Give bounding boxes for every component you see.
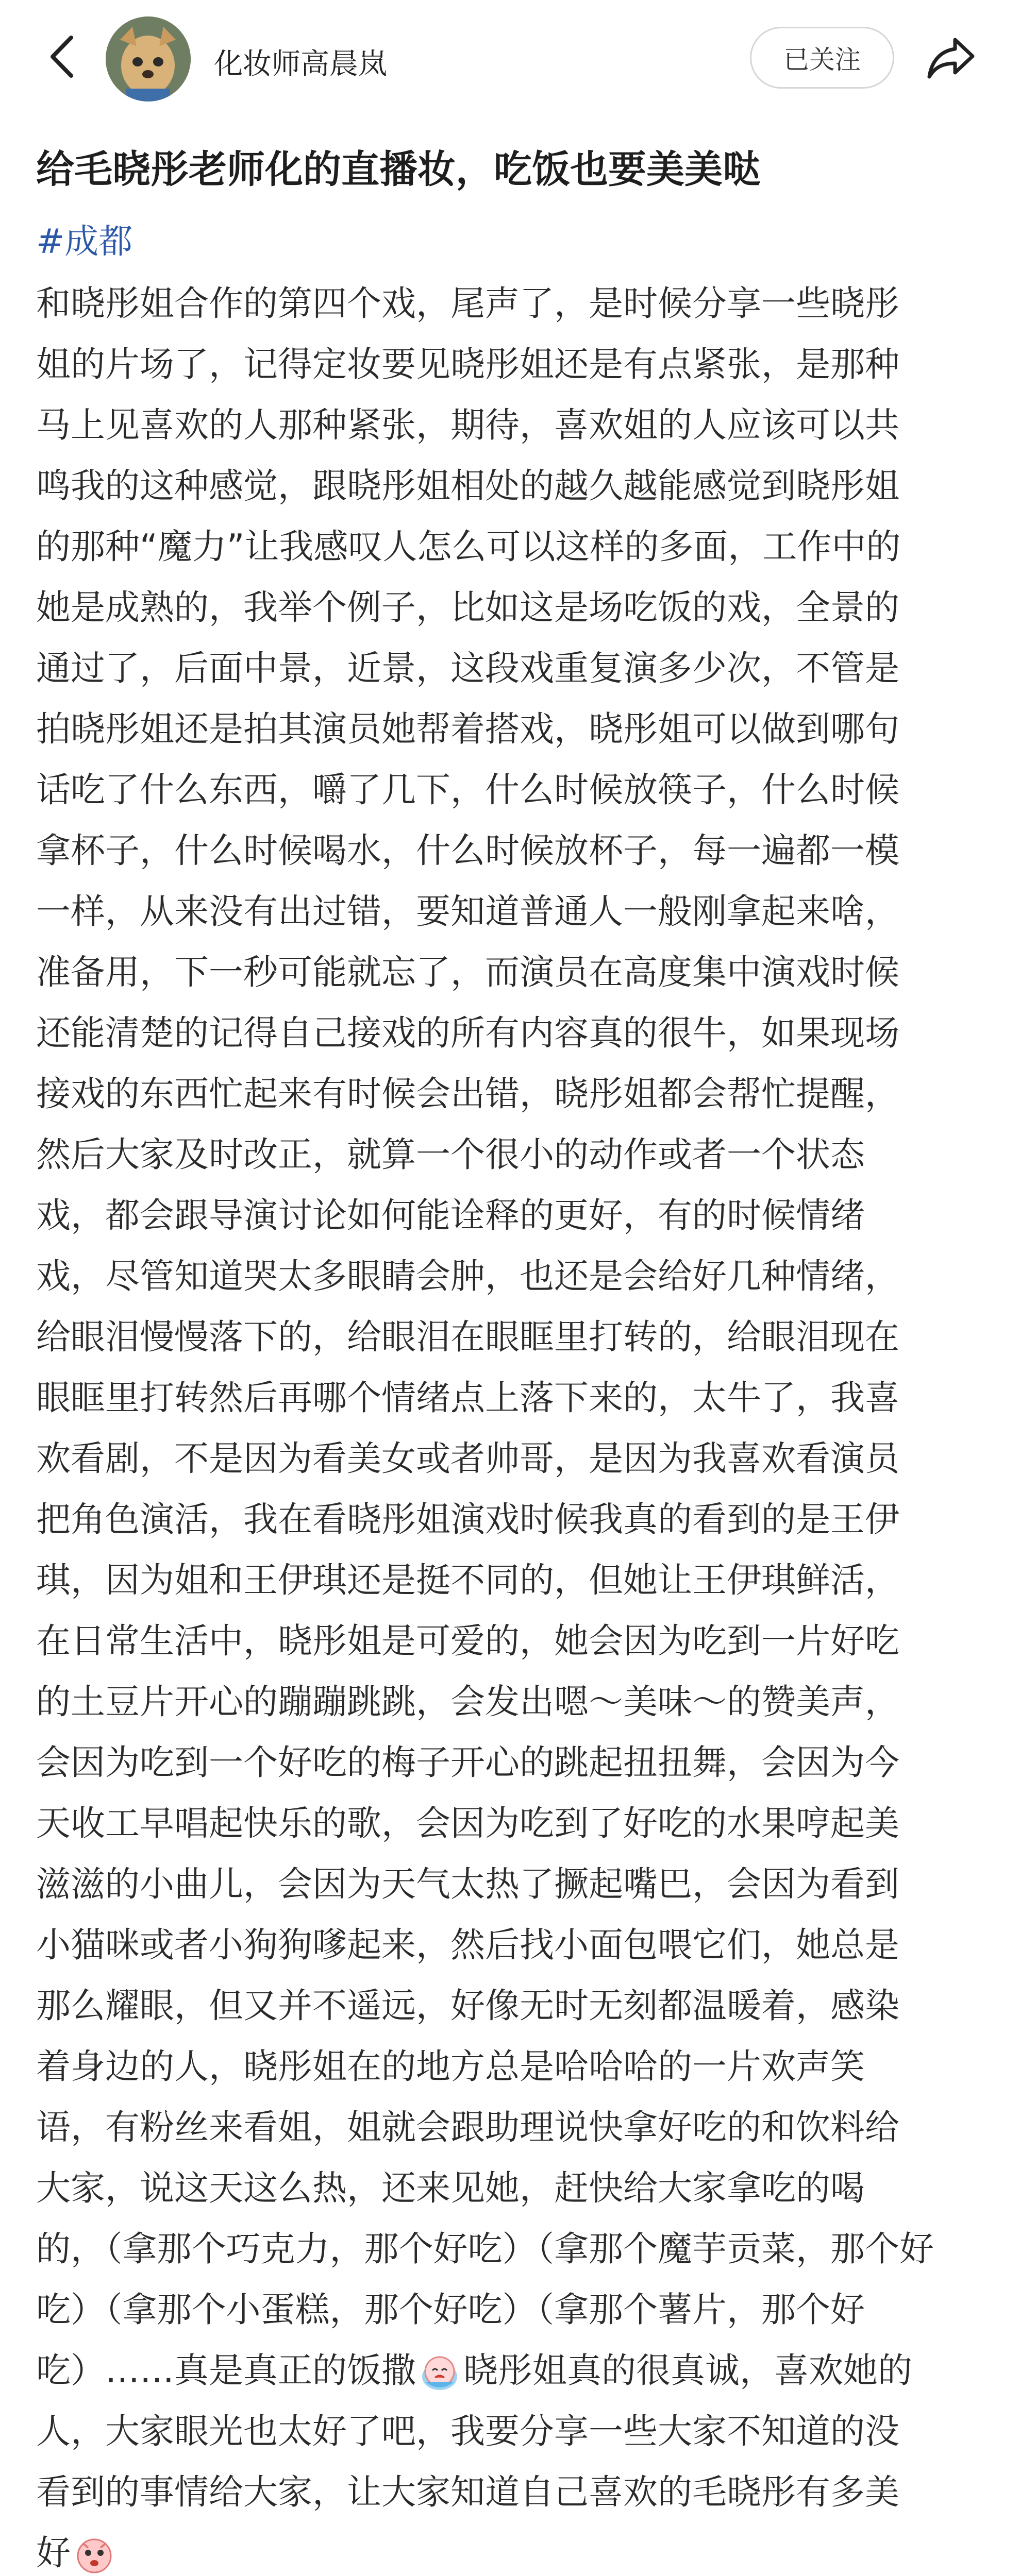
body-line: 语，有粉丝来看姐，姐就会跟助理说快拿好吃的和饮料给 (36, 2107, 899, 2147)
body-line: 话吃了什么东西，嚼了几下，什么时候放筷子，什么时候 (36, 770, 899, 810)
body-line: 吃）（拿那个小蛋糕，那个好吃）（拿那个薯片，那个好 (36, 2290, 865, 2330)
body-line-part: 好 (36, 2533, 71, 2573)
body-line: 然后大家及时改正，就算一个很小的动作或者一个状态 (36, 1134, 865, 1175)
body-line: 马上见喜欢的人那种紧张，期待，喜欢姐的人应该可以共 (36, 405, 899, 445)
chevron-left-icon (46, 33, 77, 80)
share-button[interactable] (923, 32, 979, 83)
body-line: 眼眶里打转然后再哪个情绪点上落下来的，太牛了，我喜 (36, 1378, 899, 1418)
body-line: 拿杯子，什么时候喝水，什么时候放杯子，每一遍都一模 (36, 831, 899, 871)
author-avatar[interactable] (106, 16, 191, 101)
body-line: 一样，从来没有出过错，要知道普通人一般刚拿起来啥， (36, 891, 899, 931)
body-line: 还能清楚的记得自己接戏的所有内容真的很牛，如果现场 (36, 1013, 899, 1053)
body-line: 她是成熟的，我举个例子，比如这是场吃饭的戏，全景的 (36, 587, 899, 628)
avatar-image (106, 16, 191, 101)
body-line: 小猫咪或者小狗狗嗲起来，然后找小面包喂它们，她总是 (36, 1925, 899, 1965)
body-line: 大家，说这天这么热，还来见她，赶快给大家拿吃的喝 (36, 2168, 865, 2208)
body-line: 通过了，后面中景，近景，这段戏重复演多少次，不管是 (36, 648, 899, 688)
body-line: 准备用，下一秒可能就忘了，而演员在高度集中演戏时候 (36, 952, 899, 992)
body-line: 给眼泪慢慢落下的，给眼泪在眼眶里打转的，给眼泪现在 (36, 1317, 899, 1357)
body-line: 看到的事情给大家，让大家知道自己喜欢的毛晓彤有多美 (36, 2472, 899, 2512)
pouting-emoji-icon (73, 2533, 116, 2576)
body-line: 鸣我的这种感觉，跟晓彤姐相处的越久越能感觉到晓彤姐 (36, 466, 899, 506)
body-line (36, 2522, 992, 2576)
crying-emoji-icon (418, 2351, 461, 2394)
body-line: 会因为吃到一个好吃的梅子开心的跳起扭扭舞，会因为今 (36, 1742, 899, 1783)
body-line: 戏，尽管知道哭太多眼睛会肿，也还是会给好几种情绪， (36, 1256, 899, 1296)
body-line: 的，（拿那个巧克力，那个好吃）（拿那个魔芋贡菜，那个好 (36, 2229, 934, 2269)
follow-button[interactable]: 已关注 (750, 27, 894, 89)
body-line: 天收工早唱起快乐的歌，会因为吃到了好吃的水果哼起美 (36, 1803, 899, 1843)
body-line-part: 吃）……真是真正的饭撒 (36, 2350, 416, 2391)
body-line: 欢看剧，不是因为看美女或者帅哥，是因为我喜欢看演员 (36, 1438, 899, 1479)
body-line: 琪，因为姐和王伊琪还是挺不同的，但她让王伊琪鲜活， (36, 1560, 899, 1600)
body-line: 接戏的东西忙起来有时候会出错，晓彤姐都会帮忙提醒， (36, 1074, 899, 1114)
top-nav-bar (0, 0, 1020, 118)
location-tag[interactable]: #成都 (36, 222, 133, 261)
body-line: 把角色演活，我在看晓彤姐演戏时候我真的看到的是王伊 (36, 1499, 899, 1539)
body-line: 姐的片场了，记得定妆要见晓彤姐还是有点紧张，是那种 (36, 344, 899, 384)
body-line-part: 晓彤姐真的很真诚，喜欢她的 (463, 2350, 912, 2391)
post-title: 给毛晓彤老师化的直播妆，吃饭也要美美哒 (36, 147, 761, 192)
body-line: 戏，都会跟导演讨论如何能诠释的更好，有的时候情绪 (36, 1195, 865, 1235)
body-line: 的土豆片开心的蹦蹦跳跳，会发出嗯～美味～的赞美声， (36, 1682, 899, 1722)
body-line: 和晓彤姐合作的第四个戏，尾声了，是时候分享一些晓彤 (36, 283, 899, 324)
body-line: 滋滋的小曲儿，会因为天气太热了撅起嘴巴，会因为看到 (36, 1864, 899, 1904)
post-body (36, 273, 992, 2576)
body-line: 拍晓彤姐还是拍其演员她帮着搭戏，晓彤姐可以做到哪句 (36, 709, 899, 749)
body-line (36, 2340, 992, 2401)
body-line: 在日常生活中，晓彤姐是可爱的，她会因为吃到一片好吃 (36, 1621, 899, 1661)
body-line: 着身边的人，晓彤姐在的地方总是哈哈哈的一片欢声笑 (36, 2046, 865, 2087)
author-name[interactable]: 化妆师高晨岚 (214, 47, 387, 81)
body-line: 的那种“魔力”让我感叹人怎么可以这样的多面，工作中的 (36, 527, 901, 567)
share-arrow-icon (925, 35, 977, 81)
body-line: 那么耀眼，但又并不遥远，好像无时无刻都温暖着，感染 (36, 1986, 899, 2026)
body-line: 人，大家眼光也太好了吧，我要分享一些大家不知道的没 (36, 2411, 899, 2451)
back-button[interactable] (36, 31, 88, 82)
